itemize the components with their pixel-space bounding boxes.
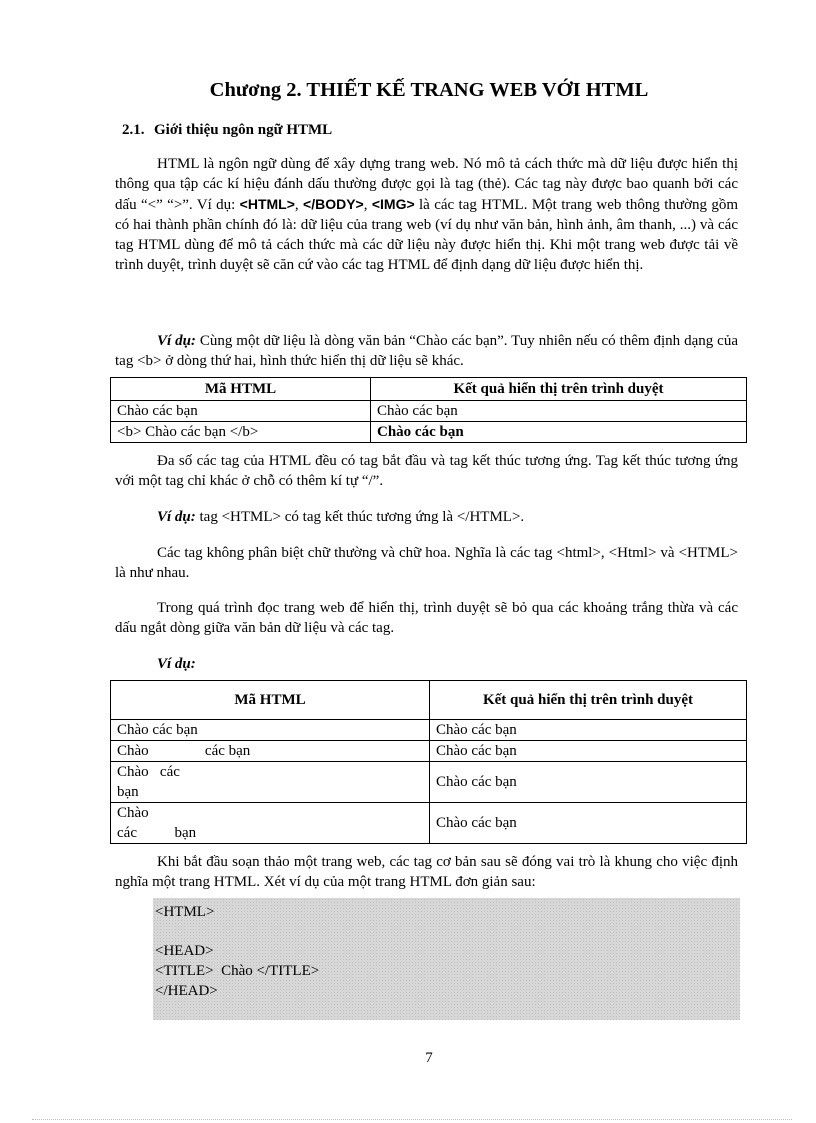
- intro-text-end: là các tag HTML. Một trang web thông thường gồm có hai thành phần chính đó là: dữ liệu của trang web (ví dụ như văn bản, hình ảnh, âm thanh, ...) và các tag HTML dùng để mô tả cách thức mà các dữ liệu này được hiển thị. Khi một trang web được tải về trình duyệt, trình duyệt sẽ căn cứ vào các tag HTML để định dạng dữ liệu được hiển thị.: [115, 197, 739, 273]
- section-number: 2.1.: [122, 122, 145, 138]
- example-label: Ví dụ:: [157, 509, 196, 525]
- column-header: Kết quả hiển thị trên trình duyệt: [430, 681, 747, 720]
- table-cell: Chào các bạn: [111, 720, 430, 741]
- table-cell: Chào các bạn: [111, 803, 430, 844]
- table-cell: Chào các bạn: [111, 401, 371, 422]
- section-heading: [122, 120, 332, 140]
- example2-text: tag <HTML> có tag kết thúc tương ứng là </HTML>.: [195, 509, 525, 525]
- endtag-paragraph: Đa số các tag của HTML đều có tag bắt đầu và tag kết thúc tương ứng. Tag kết thúc tương ứng với một tag chỉ khác ở chỗ có thêm kí tự “/”.: [115, 453, 738, 489]
- table-row: [111, 741, 747, 762]
- tag-body-example: </BODY>: [303, 196, 364, 212]
- table-cell: Chào các bạn: [430, 741, 747, 762]
- code-line: </HEAD>: [155, 983, 218, 999]
- code-line: <HTML>: [155, 904, 215, 920]
- page-border-line: [32, 1119, 792, 1120]
- table-row: [111, 762, 747, 803]
- code-example-box: [153, 898, 740, 1020]
- table-cell: Chào các bạn: [111, 762, 430, 803]
- page-number: 7: [425, 1050, 433, 1066]
- example1-paragraph: [115, 331, 738, 371]
- code-line: <TITLE> Chào </TITLE>: [155, 963, 320, 979]
- case-paragraph: Các tag không phân biệt chữ thường và chữ hoa. Nghĩa là các tag <html>, <Html> và <HTML> là như nhau.: [115, 545, 738, 581]
- table-row: [111, 422, 747, 443]
- table-cell: <b> Chào các bạn </b>: [111, 422, 371, 443]
- whitespace-paragraph: Trong quá trình đọc trang web để hiển thị, trình duyệt sẽ bỏ qua các khoảng trắng thừa và các dấu ngắt dòng giữa văn bản dữ liệu và các tag.: [115, 600, 738, 636]
- example1-text: Cùng một dữ liệu là dòng văn bản “Chào các bạn”. Tuy nhiên nếu có thêm định dạng của tag <b> ở dòng thứ hai, hình thức hiển thị dữ liệu sẽ khác.: [115, 333, 738, 369]
- table-header-row: [111, 378, 747, 401]
- table-cell: Chào các bạn: [430, 762, 747, 803]
- table-cell: Chào các bạn: [430, 720, 747, 741]
- table-row: [111, 401, 747, 422]
- tag-html-example: <HTML>: [239, 196, 295, 212]
- table-cell: Chào các bạn: [430, 803, 747, 844]
- code-line: <HEAD>: [155, 943, 214, 959]
- chapter-title: Chương 2. THIẾT KẾ TRANG WEB VỚI HTML: [209, 79, 649, 101]
- table-header-row: [111, 681, 747, 720]
- column-header: Mã HTML: [111, 378, 371, 401]
- example-label: Ví dụ:: [157, 656, 196, 672]
- tag-img-example: <IMG>: [371, 196, 415, 212]
- column-header: Mã HTML: [111, 681, 430, 720]
- table-cell: Chào các bạn: [371, 422, 747, 443]
- example-label: Ví dụ:: [157, 333, 196, 349]
- section-title: Giới thiệu ngôn ngữ HTML: [154, 122, 333, 138]
- structure-paragraph: Khi bắt đầu soạn thảo một trang web, các tag cơ bản sau sẽ đóng vai trò là khung cho việc định nghĩa một trang HTML. Xét ví dụ của một trang HTML đơn giản sau:: [115, 854, 738, 890]
- table-row: [111, 803, 747, 844]
- whitespace-table: [110, 680, 747, 844]
- column-header: Kết quả hiển thị trên trình duyệt: [371, 378, 747, 401]
- table-cell: Chào các bạn: [111, 741, 430, 762]
- example2-paragraph: [115, 507, 738, 527]
- table-row: [111, 720, 747, 741]
- intro-text: HTML là ngôn ngữ dùng để xây dựng trang web. Nó mô tả cách thức mà dữ liệu được hiển thị thông qua tập các kí hiệu đánh dấu thường được gọi là tag (thẻ). Các tag này được bao quanh bởi các dấu “<” “>”. Ví dụ:: [115, 156, 738, 213]
- intro-paragraph: [115, 154, 738, 275]
- separator: ,: [363, 197, 372, 213]
- table-cell: Chào các bạn: [371, 401, 747, 422]
- html-bold-table: [110, 377, 747, 443]
- separator: ,: [294, 197, 304, 213]
- example3-paragraph: [115, 654, 738, 674]
